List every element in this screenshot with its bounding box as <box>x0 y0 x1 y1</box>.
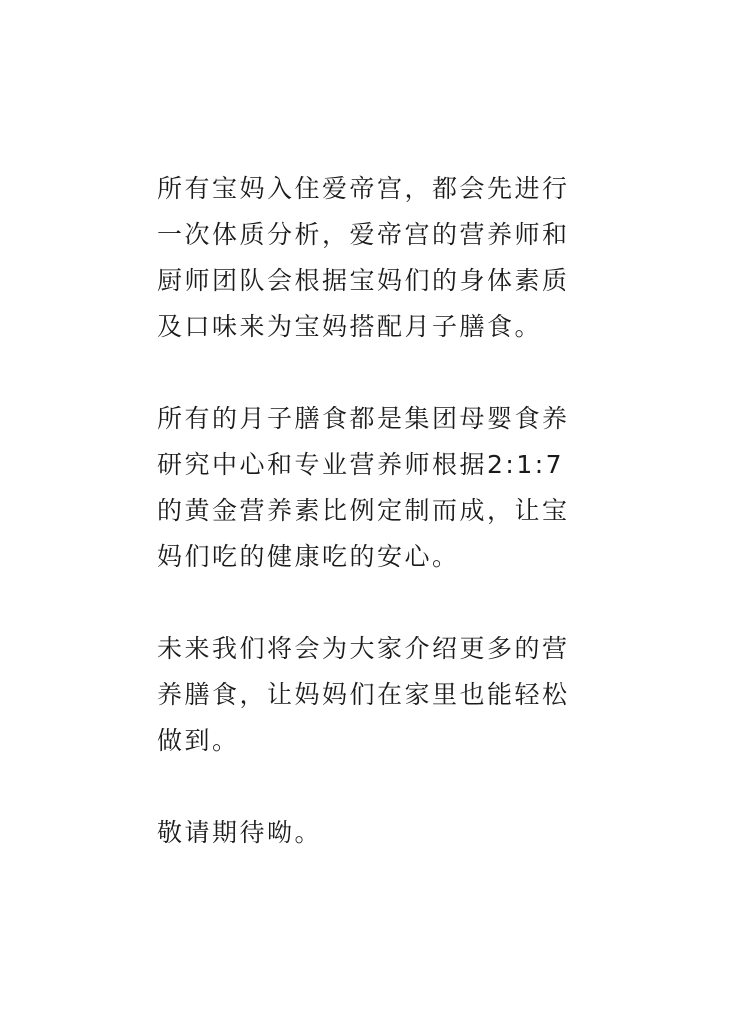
paragraph-meals: 所有的月子膳食都是集团母婴食养 研究中心和专业营养师根据2:1:7 的黄金营养素比例定制而成，让宝 妈们吃的健康吃的安心。 <box>157 404 570 571</box>
article-body <box>157 166 627 856</box>
paragraph-future: 未来我们将会为大家介绍更多的营 养膳食，让妈妈们在家里也能轻松 做到。 <box>157 634 570 755</box>
paragraph-intro: 所有宝妈入住爱帝宫，都会先进行 一次体质分析，爱帝宫的营养师和 厨师团队会根据宝妈们的身体素质 及口味来为宝妈搭配月子膳食。 <box>157 174 570 341</box>
paragraph-closing: 敬请期待呦。 <box>157 818 323 847</box>
